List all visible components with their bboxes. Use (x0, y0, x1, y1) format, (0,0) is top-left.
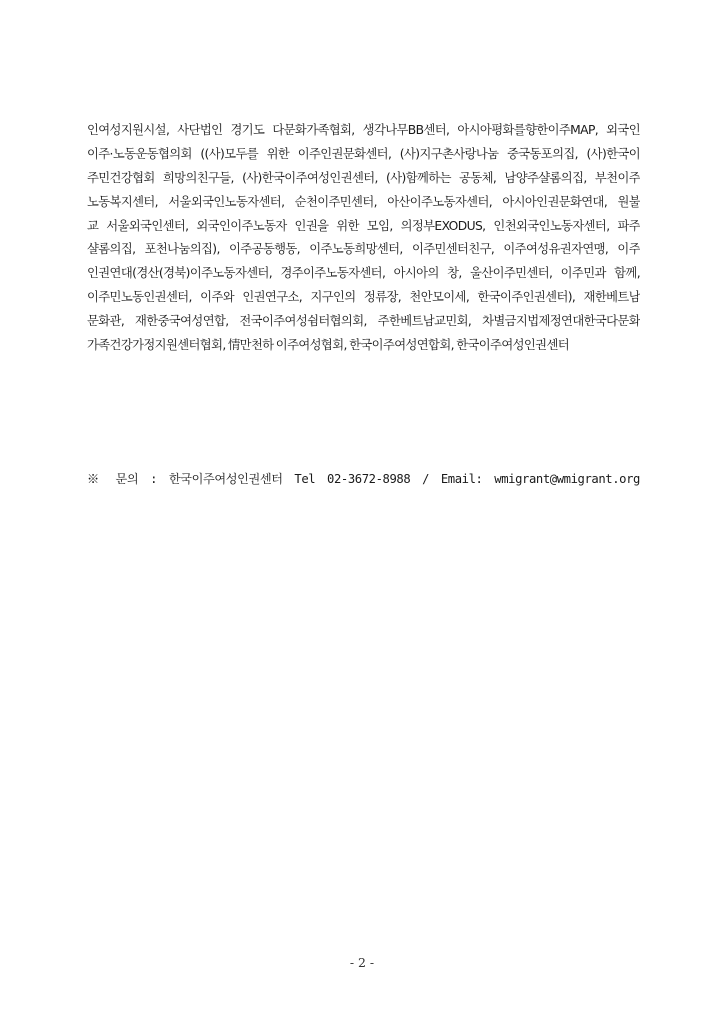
paragraph-line: 이주·노동운동협의회 ((사)모두를 위한 이주인권문화센터, (사)지구촌사랑나눔 중국동포의집, (사)한국이 (87, 146, 640, 161)
paragraph-line: 문화관, 재한중국여성연합, 전국이주여성쉼터협의회, 주한베트남교민회, 차별금지법제정연대한국다문화 (87, 314, 640, 329)
paragraph-line: 샬롬의집, 포천나눔의집), 이주공동행동, 이주노동희망센터, 이주민센터친구, 이주여성유권자연맹, 이주 (87, 242, 640, 257)
paragraph-line: 교 서울외국인센터, 외국인이주노동자 인권을 위한 모임, 의정부EXODUS, 인천외국인노동자센터, 파주 (87, 218, 640, 233)
paragraph-line: 인권연대(경산(경북)이주노동자센터, 경주이주노동자센터, 아시아의 창, 울산이주민센터, 이주민과 함께, (87, 266, 640, 281)
paragraph-line: 인여성지원시설, 사단법인 경기도 다문화가족협회, 생각나무BB센터, 아시아평화를향한이주MAP, 외국인 (87, 123, 640, 137)
paragraph-line: 이주민노동인권센터, 이주와 인권연구소, 지구인의 정류장, 천안모이세, 한국이주인권센터), 재한베트남 (87, 290, 640, 305)
contact-info: ※ 문의 : 한국이주여성인권센터 Tel 02-3672-8988 / Email: wmigrant@wmigrant.org (87, 472, 640, 486)
paragraph-line: 주민건강협회 희망의친구들, (사)한국이주여성인권센터, (사)함께하는 공동체, 남양주샬롬의집, 부천이주 (87, 170, 640, 185)
page-number: - 2 - (349, 955, 375, 970)
paragraph-line: 가족건강가정지원센터협회, 情만천하 이주여성협회, 한국이주여성연합회, 한국이주여성인권센터 (87, 338, 570, 353)
organization-list-paragraph (87, 119, 640, 358)
paragraph-line: 노동복지센터, 서울외국인노동자센터, 순천이주민센터, 아산이주노동자센터, 아시아인권문화연대, 원불 (87, 194, 640, 209)
